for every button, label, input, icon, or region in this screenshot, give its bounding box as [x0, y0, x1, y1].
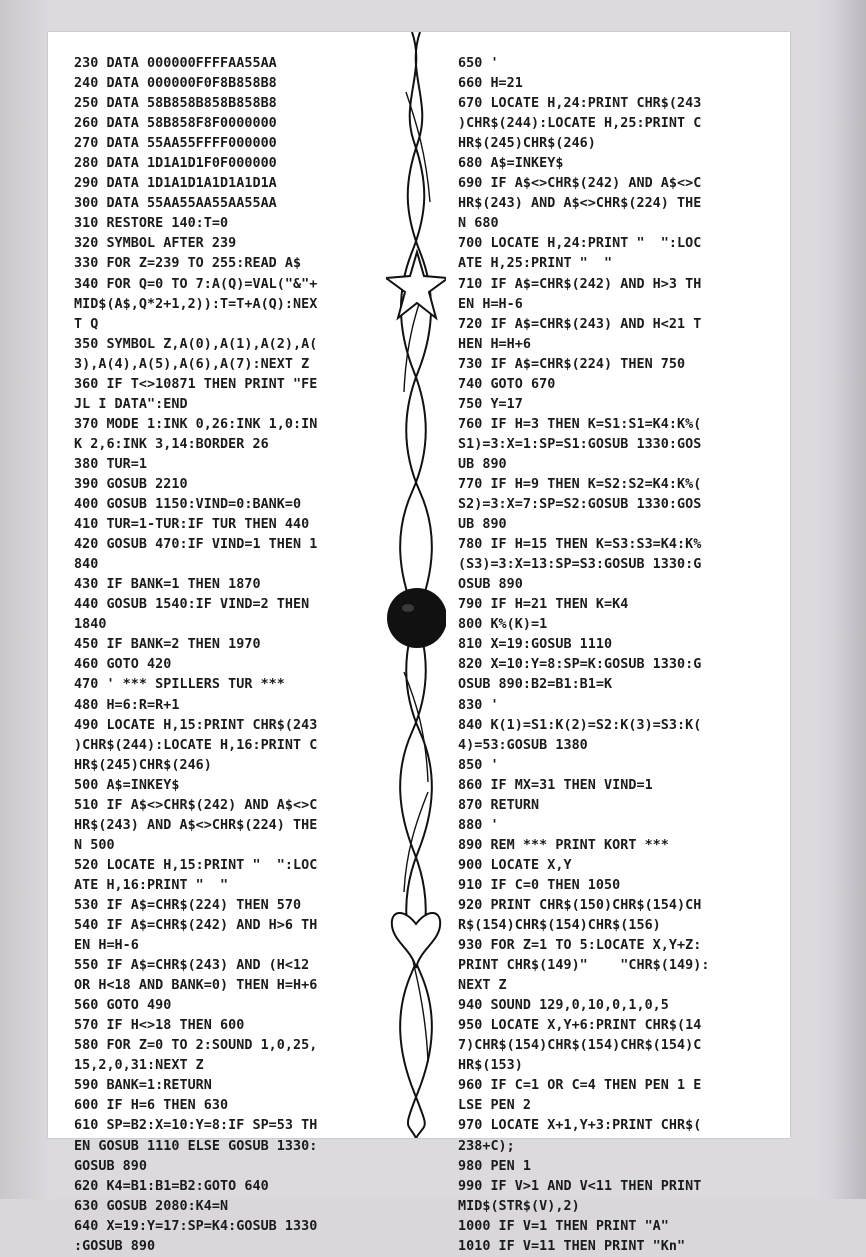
- star-icon: [386, 252, 446, 318]
- code-line: 600 IF H=6 THEN 630: [74, 1098, 229, 1114]
- code-line: 1840: [74, 617, 107, 633]
- code-line: ATE H,25:PRINT " ": [458, 256, 613, 272]
- code-line: 230 DATA 000000FFFFAA55AA: [74, 56, 277, 71]
- code-line: 970 LOCATE X+1,Y+3:PRINT CHR$(: [458, 1118, 702, 1134]
- ball-icon: [387, 588, 446, 648]
- code-line: 550 IF A$=CHR$(243) AND (H<12: [74, 958, 310, 974]
- code-line: 410 TUR=1-TUR:IF TUR THEN 440: [74, 517, 310, 533]
- code-line: 360 IF T<>10871 THEN PRINT "FE: [74, 376, 318, 392]
- code-line: 290 DATA 1D1A1D1A1D1A1D1A: [74, 176, 277, 192]
- code-line: :GOSUB 890: [74, 1238, 156, 1254]
- rope-icon: [400, 32, 432, 1138]
- code-line: S2)=3:X=7:SP=S2:GOSUB 1330:GOS: [458, 497, 702, 513]
- code-line: 250 DATA 58B858B858B858B8: [74, 96, 277, 112]
- code-line: 270 DATA 55AA55FFFF000000: [74, 136, 277, 152]
- code-line: 580 FOR Z=0 TO 2:SOUND 1,0,25,: [74, 1038, 318, 1054]
- code-line: 7)CHR$(154)CHR$(154)CHR$(154)C: [458, 1038, 702, 1054]
- code-line: 560 GOTO 490: [74, 998, 172, 1014]
- code-line: 480 H=6:R=R+1: [74, 697, 180, 713]
- code-line: S1)=3:X=1:SP=S1:GOSUB 1330:GOS: [458, 436, 702, 452]
- code-line: 260 DATA 58B858F8F0000000: [74, 116, 277, 132]
- listing-right-column: [458, 54, 788, 1257]
- code-line: UB 890: [458, 456, 507, 472]
- code-line: 390 GOSUB 2210: [74, 476, 188, 492]
- code-line: 510 IF A$<>CHR$(242) AND A$<>C: [74, 797, 318, 813]
- code-line: 790 IF H=21 THEN K=K4: [458, 597, 629, 613]
- code-line: 430 IF BANK=1 THEN 1870: [74, 577, 261, 593]
- code-line: 720 IF A$=CHR$(243) AND H<21 T: [458, 316, 702, 332]
- code-line: HR$(245)CHR$(246): [74, 757, 212, 773]
- code-line: 750 Y=17: [458, 396, 523, 412]
- code-line: 810 X=19:GOSUB 1110: [458, 637, 613, 653]
- code-line: 440 GOSUB 1540:IF VIND=2 THEN: [74, 597, 310, 613]
- code-line: 238+C);: [458, 1138, 515, 1154]
- code-line: 610 SP=B2:X=10:Y=8:IF SP=53 TH: [74, 1118, 318, 1134]
- code-line: 420 GOSUB 470:IF VIND=1 THEN 1: [74, 537, 318, 553]
- code-line: 800 K%(K)=1: [458, 617, 548, 633]
- code-line: 920 PRINT CHR$(150)CHR$(154)CH: [458, 897, 702, 913]
- code-line: R$(154)CHR$(154)CHR$(156): [458, 918, 661, 934]
- code-line: PRINT CHR$(149)" "CHR$(149):: [458, 958, 710, 974]
- code-line: 670 LOCATE H,24:PRINT CHR$(243: [458, 96, 702, 112]
- code-line: (S3)=3:X=13:SP=S3:GOSUB 1330:G: [458, 557, 702, 573]
- code-line: )CHR$(244):LOCATE H,25:PRINT C: [458, 116, 702, 132]
- code-line: HEN H=H+6: [458, 336, 532, 352]
- code-line: 910 IF C=0 THEN 1050: [458, 877, 621, 893]
- code-line: 540 IF A$=CHR$(242) AND H>6 TH: [74, 918, 318, 934]
- code-line: EN GOSUB 1110 ELSE GOSUB 1330:: [74, 1138, 318, 1154]
- code-line: N 680: [458, 216, 499, 232]
- code-line: 450 IF BANK=2 THEN 1970: [74, 637, 261, 653]
- code-line: 240 DATA 000000F0F8B858B8: [74, 76, 277, 92]
- code-line: 930 FOR Z=1 TO 5:LOCATE X,Y+Z:: [458, 938, 702, 954]
- code-line: 940 SOUND 129,0,10,0,1,0,5: [458, 998, 669, 1014]
- listing-panel: [48, 32, 790, 1254]
- code-line: 15,2,0,31:NEXT Z: [74, 1058, 204, 1074]
- code-line: 350 SYMBOL Z,A(0),A(1),A(2),A(: [74, 336, 318, 352]
- code-line: 570 IF H<>18 THEN 600: [74, 1018, 245, 1034]
- code-line: 650 ': [458, 56, 499, 71]
- code-line: 950 LOCATE X,Y+6:PRINT CHR$(14: [458, 1018, 702, 1034]
- code-line: HR$(245)CHR$(246): [458, 136, 596, 152]
- code-line: 330 FOR Z=239 TO 255:READ A$: [74, 256, 302, 272]
- code-line: 400 GOSUB 1150:VIND=0:BANK=0: [74, 497, 302, 513]
- code-line: N 500: [74, 837, 115, 853]
- code-line: HR$(153): [458, 1058, 523, 1074]
- code-line: OSUB 890: [458, 577, 523, 593]
- code-line: 690 IF A$<>CHR$(242) AND A$<>C: [458, 176, 702, 192]
- code-line: 850 ': [458, 757, 499, 773]
- code-line: EN H=H-6: [458, 296, 523, 312]
- code-line: OSUB 890:B2=B1:B1=K: [458, 677, 613, 693]
- code-line: 4)=53:GOSUB 1380: [458, 737, 588, 753]
- heart-icon: [392, 913, 440, 968]
- code-line: HR$(243) AND A$<>CHR$(224) THE: [458, 196, 702, 212]
- code-line: 320 SYMBOL AFTER 239: [74, 236, 237, 252]
- code-line: 870 RETURN: [458, 797, 540, 813]
- code-line: 660 H=21: [458, 76, 523, 92]
- code-line: 370 MODE 1:INK 0,26:INK 1,0:IN: [74, 416, 318, 432]
- code-line: 740 GOTO 670: [458, 376, 556, 392]
- code-line: T Q: [74, 316, 99, 332]
- rope-divider: [386, 32, 446, 1138]
- code-line: HR$(243) AND A$<>CHR$(224) THE: [74, 817, 318, 833]
- code-line: LSE PEN 2: [458, 1098, 532, 1114]
- code-line: 640 X=19:Y=17:SP=K4:GOSUB 1330: [74, 1218, 318, 1234]
- code-line: 770 IF H=9 THEN K=S2:S2=K4:K%(: [458, 476, 702, 492]
- code-line: K 2,6:INK 3,14:BORDER 26: [74, 436, 269, 452]
- code-line: 760 IF H=3 THEN K=S1:S1=K4:K%(: [458, 416, 702, 432]
- code-line: 730 IF A$=CHR$(224) THEN 750: [458, 356, 686, 372]
- code-line: 530 IF A$=CHR$(224) THEN 570: [74, 897, 302, 913]
- code-line: 520 LOCATE H,15:PRINT " ":LOC: [74, 857, 318, 873]
- code-line: 980 PEN 1: [458, 1158, 532, 1174]
- code-line: 890 REM *** PRINT KORT ***: [458, 837, 669, 853]
- code-line: 880 ': [458, 817, 499, 833]
- code-line: MID$(A$,Q*2+1,2)):T=T+A(Q):NEX: [74, 296, 318, 312]
- code-line: 840 K(1)=S1:K(2)=S2:K(3)=S3:K(: [458, 717, 702, 733]
- binding-shadow: [830, 0, 866, 1199]
- code-line: 780 IF H=15 THEN K=S3:S3=K4:K%: [458, 537, 702, 553]
- code-line: 900 LOCATE X,Y: [458, 857, 572, 873]
- code-line: 380 TUR=1: [74, 456, 148, 472]
- code-line: 680 A$=INKEY$: [458, 156, 564, 172]
- code-line: 820 X=10:Y=8:SP=K:GOSUB 1330:G: [458, 657, 702, 673]
- code-line: EN H=H-6: [74, 938, 139, 954]
- code-line: 590 BANK=1:RETURN: [74, 1078, 212, 1094]
- code-line: 340 FOR Q=0 TO 7:A(Q)=VAL("&"+: [74, 276, 318, 292]
- code-line: 1000 IF V=1 THEN PRINT "A": [458, 1218, 669, 1234]
- code-line: JL I DATA":END: [74, 396, 188, 412]
- code-line: UB 890: [458, 517, 507, 533]
- code-line: 470 ' *** SPILLERS TUR ***: [74, 677, 285, 693]
- code-line: MID$(STR$(V),2): [458, 1198, 580, 1214]
- code-line: 860 IF MX=31 THEN VIND=1: [458, 777, 653, 793]
- code-line: 700 LOCATE H,24:PRINT " ":LOC: [458, 236, 702, 252]
- code-line: 630 GOSUB 2080:K4=N: [74, 1198, 229, 1214]
- code-line: )CHR$(244):LOCATE H,16:PRINT C: [74, 737, 318, 753]
- code-line: GOSUB 890: [74, 1158, 148, 1174]
- code-line: 460 GOTO 420: [74, 657, 172, 673]
- code-line: 1010 IF V=11 THEN PRINT "Kn": [458, 1238, 686, 1254]
- code-line: 500 A$=INKEY$: [74, 777, 180, 793]
- code-line: 960 IF C=1 OR C=4 THEN PEN 1 E: [458, 1078, 702, 1094]
- code-line: 280 DATA 1D1A1D1F0F000000: [74, 156, 277, 172]
- code-line: 310 RESTORE 140:T=0: [74, 216, 229, 232]
- code-line: 620 K4=B1:B1=B2:GOTO 640: [74, 1178, 269, 1194]
- code-line: 710 IF A$=CHR$(242) AND H>3 TH: [458, 276, 702, 292]
- code-line: NEXT Z: [458, 978, 507, 994]
- code-line: 300 DATA 55AA55AA55AA55AA: [74, 196, 277, 212]
- code-line: 830 ': [458, 697, 499, 713]
- code-line: 840: [74, 557, 99, 573]
- code-line: 990 IF V>1 AND V<11 THEN PRINT: [458, 1178, 702, 1194]
- listing-left-column: [74, 54, 410, 1257]
- code-line: OR H<18 AND BANK=0) THEN H=H+6: [74, 978, 318, 994]
- code-line: ATE H,16:PRINT " ": [74, 877, 229, 893]
- code-line: 490 LOCATE H,15:PRINT CHR$(243: [74, 717, 318, 733]
- code-line: 3),A(4),A(5),A(6),A(7):NEXT Z: [74, 356, 310, 372]
